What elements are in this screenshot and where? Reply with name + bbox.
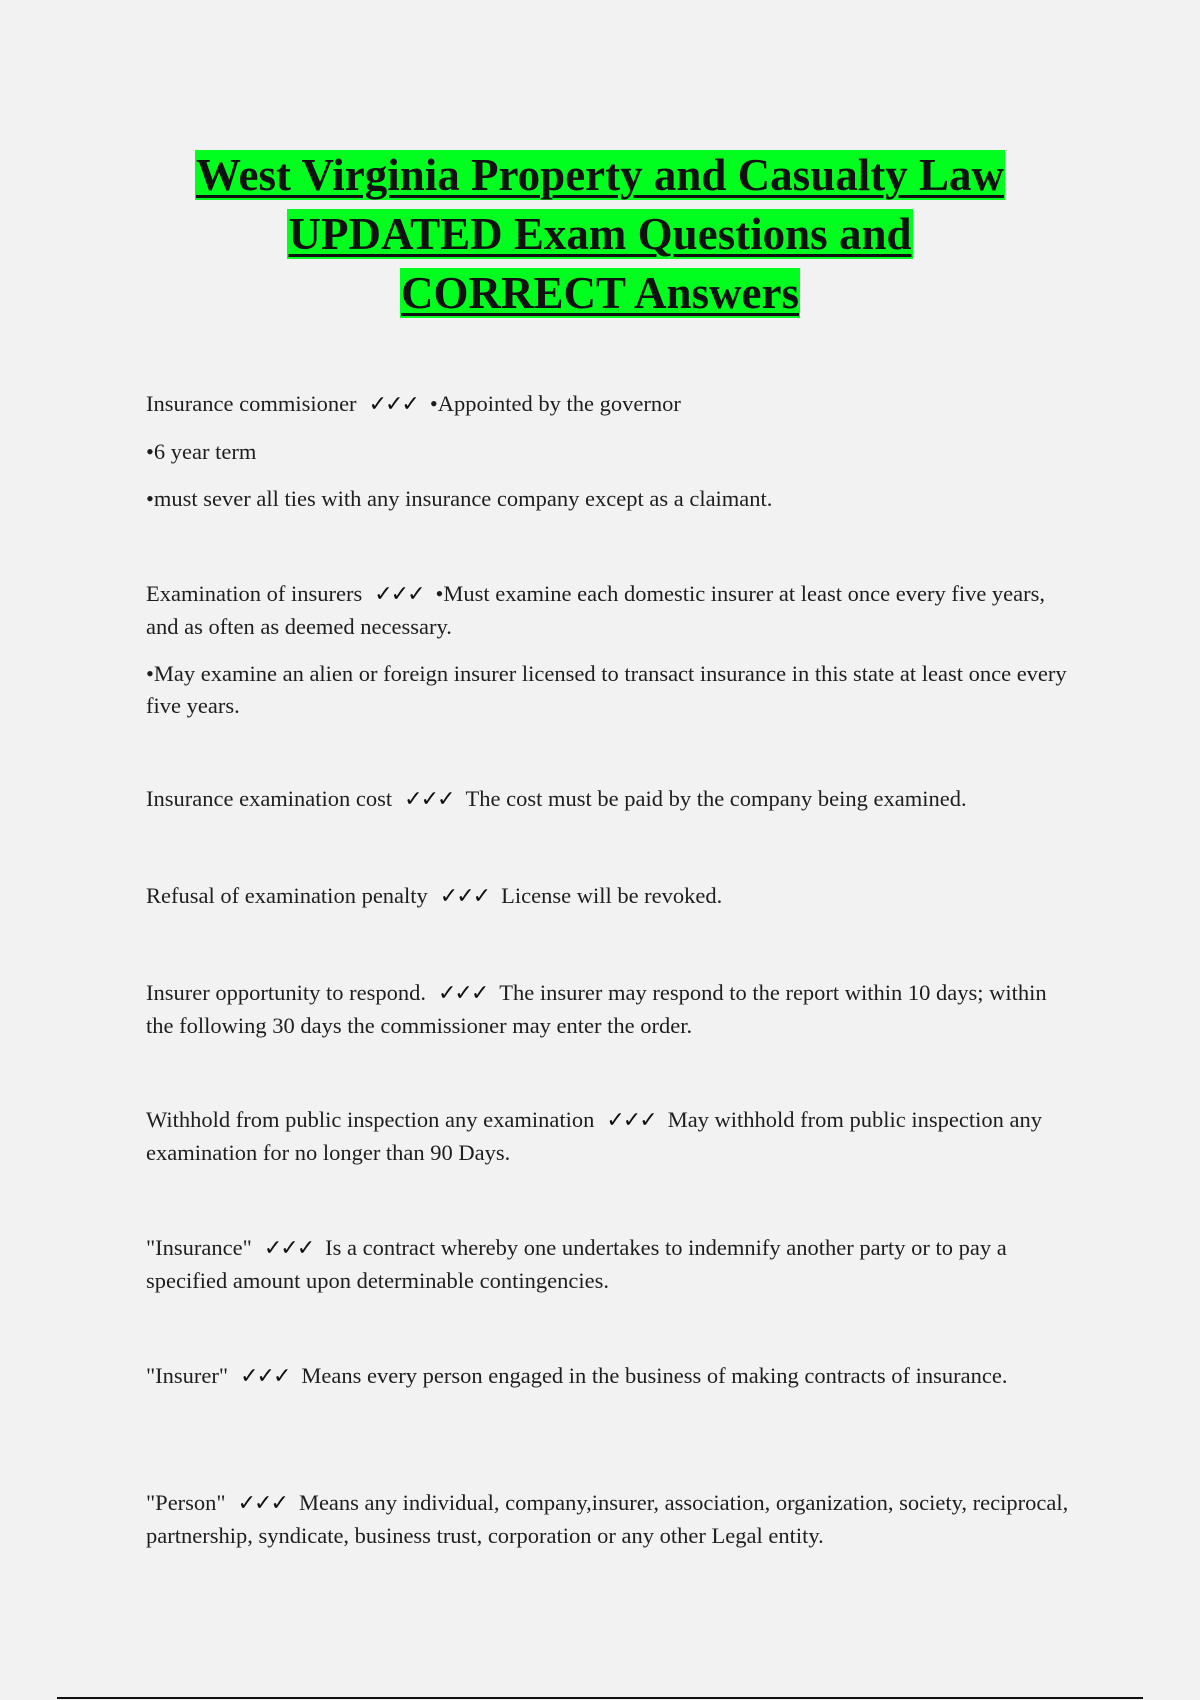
title-line-1: West Virginia Property and Casualty Law — [196, 150, 1004, 200]
qa-item-withhold-examination — [146, 1104, 1076, 1169]
qa-line — [146, 880, 1076, 913]
qa-item-examination-of-insurers — [146, 578, 1076, 722]
qa-item-insurer-response — [146, 977, 1076, 1042]
qa-term: Refusal of examination penalty — [146, 883, 428, 908]
qa-extra-line: •must sever all ties with any insurance company except as a claimant. — [146, 486, 773, 511]
qa-answer: Means any individual, company,insurer, association, organization, society, reciprocal, partnership, syndicate, business trust, corporation or any other Legal entity. — [146, 1490, 1069, 1548]
checkmark-icon: ✓✓✓ — [437, 981, 488, 1006]
qa-answer: Is a contract whereby one undertakes to indemnify another party or to pay a specified amount upon determinable contingencies. — [146, 1235, 1007, 1293]
qa-item-insurer-definition — [146, 1360, 1076, 1393]
page-title — [0, 146, 1200, 323]
checkmark-icon: ✓✓✓ — [368, 392, 418, 417]
qa-term: Insurance commisioner — [146, 391, 357, 416]
qa-term: "Person" — [146, 1490, 226, 1515]
qa-answer: •Appointed by the governor — [429, 391, 681, 416]
checkmark-icon: ✓✓✓ — [439, 884, 490, 909]
checkmark-icon: ✓✓✓ — [606, 1108, 656, 1133]
qa-term: "Insurance" — [146, 1235, 252, 1260]
qa-extra-line: •May examine an alien or foreign insurer licensed to transact insurance in this state at least once every five years. — [146, 661, 1067, 718]
title-line-3: CORRECT Answers — [401, 268, 799, 318]
qa-extra-line: •6 year term — [146, 439, 257, 464]
qa-answer: The insurer may respond to the report within 10 days; within the following 30 days the commissioner may enter the order. — [146, 980, 1047, 1038]
checkmark-icon: ✓✓✓ — [240, 1364, 290, 1389]
qa-item-refusal-penalty — [146, 880, 1076, 913]
checkmark-icon: ✓✓✓ — [237, 1491, 287, 1516]
footer-divider — [57, 1697, 1143, 1699]
qa-item-examination-cost — [146, 783, 1076, 816]
qa-item-insurance-definition — [146, 1232, 1076, 1297]
qa-answer: •Must examine each domestic insurer at least once every five years, and as often as deemed necessary. — [146, 581, 1046, 639]
qa-answer: The cost must be paid by the company being examined. — [465, 786, 967, 811]
qa-item-insurance-commissioner — [146, 388, 1076, 515]
qa-answer: Means every person engaged in the business of making contracts of insurance. — [301, 1363, 1008, 1388]
qa-term: Insurance examination cost — [146, 786, 393, 811]
qa-term: Withhold from public inspection any examination — [146, 1107, 595, 1132]
qa-line — [146, 1104, 1076, 1169]
qa-line — [146, 1232, 1076, 1297]
checkmark-icon: ✓✓✓ — [404, 787, 454, 812]
qa-item-person-definition — [146, 1487, 1076, 1552]
title-line-2: UPDATED Exam Questions and — [288, 209, 912, 259]
checkmark-icon: ✓✓✓ — [263, 1236, 314, 1261]
qa-line — [146, 388, 1076, 421]
qa-line — [146, 977, 1076, 1042]
qa-line — [146, 1487, 1076, 1552]
qa-line — [146, 578, 1076, 643]
checkmark-icon: ✓✓✓ — [374, 582, 424, 607]
qa-answer: License will be revoked. — [501, 883, 723, 908]
qa-term: "Insurer" — [146, 1363, 229, 1388]
qa-term: Examination of insurers — [146, 581, 363, 606]
qa-line — [146, 1360, 1076, 1393]
qa-answer: May withhold from public inspection any examination for no longer than 90 Days. — [146, 1107, 1043, 1165]
qa-term: Insurer opportunity to respond. — [146, 980, 426, 1005]
qa-line — [146, 783, 1076, 816]
